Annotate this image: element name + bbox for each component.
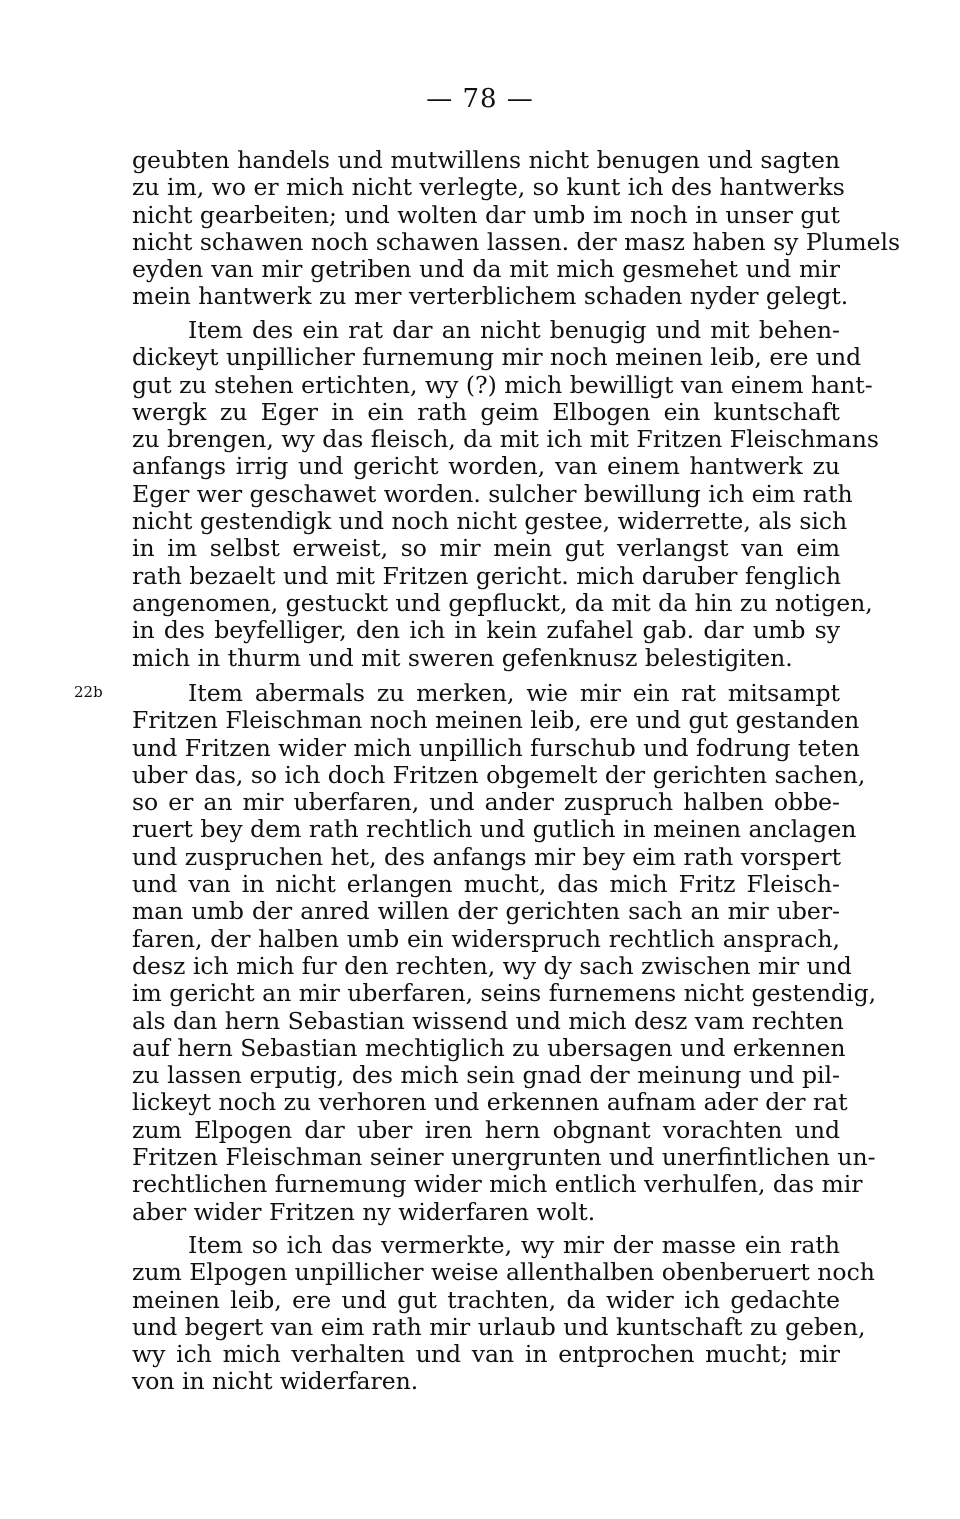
text-line: Fritzen Fleischman seiner unergrunten und unerfintlichen un- <box>132 1143 876 1172</box>
text-line: und Fritzen wider mich unpillich furschub und fodrung teten <box>132 733 860 762</box>
text-line: als dan hern Sebastian wissend und mich desz vam rechten <box>132 1006 844 1035</box>
text-line: Item des ein rat dar an nicht benugig und mit behen- <box>188 316 840 344</box>
text-line: ruert bey dem rath rechtlich und gutlich in meinen anclagen <box>132 815 857 844</box>
text-line: Eger wer geschawet worden. sulcher bewillung ich eim rath <box>132 479 853 508</box>
text-line: zu lassen erputig, des mich sein gnad der meinung und pil- <box>132 1061 840 1090</box>
text-line: mein hantwerk zu mer verterblichem schaden nyder gelegt. <box>132 282 849 311</box>
text-line: dickeyt unpillicher furnemung mir noch meinen leib, ere und <box>132 343 862 372</box>
text-line: angenomen, gestuckt und gepfluckt, da mit da hin zu notigen, <box>132 588 873 617</box>
text-line: gut zu stehen ertichten, wy (?) mich bewilligt van einem hant- <box>132 370 873 399</box>
text-line: uber das, so ich doch Fritzen obgemelt der gerichten sachen, <box>132 760 866 789</box>
text-line: desz ich mich fur den rechten, wy dy sach zwischen mir und <box>132 951 852 980</box>
text-line: Item so ich das vermerkte, wy mir der masse ein rath <box>188 1231 840 1259</box>
paragraph-2 <box>132 316 879 672</box>
text-line: zum Elpogen dar uber iren hern obgnant vorachten und <box>132 1115 840 1144</box>
paragraph-1 <box>132 146 901 311</box>
text-line: zu im, wo er mich nicht verlegte, so kunt ich des hantwerks <box>132 173 845 202</box>
text-line: geubten handels und mutwillens nicht benugen und sagten <box>132 146 840 174</box>
text-line: lickeyt noch zu verhoren und erkennen aufnam ader der rat <box>132 1088 848 1117</box>
margin-folio-note: 22b <box>74 683 103 701</box>
text-line: Item abermals zu merken, wie mir ein rat mitsampt <box>188 679 840 707</box>
text-line: faren, der halben umb ein widerspruch rechtlich ansprach, <box>132 924 840 953</box>
text-line: zum Elpogen unpillicher weise allenthalben obenberuert noch <box>132 1258 875 1287</box>
text-line: nicht schawen noch schawen lassen. der masz haben sy Plumels <box>132 227 901 256</box>
text-line: aber wider Fritzen ny widerfaren wolt. <box>132 1197 596 1226</box>
text-line: so er an mir uberfaren, und ander zuspruch halben obbe- <box>132 788 840 817</box>
page-number: — 78 — <box>426 84 534 114</box>
text-line: und van in nicht erlangen mucht, das mich Fritz Fleisch- <box>132 870 840 899</box>
text-line: Fritzen Fleischman noch meinen leib, ere und gut gestanden <box>132 706 860 735</box>
text-line: und zuspruchen het, des anfangs mir bey eim rath vorspert <box>132 842 842 871</box>
text-line: von in nicht widerfaren. <box>132 1367 419 1396</box>
text-line: in im selbst erweist, so mir mein gut verlangst van eim <box>132 534 840 563</box>
text-line: anfangs irrig und gericht worden, van einem hantwerk zu <box>132 452 840 481</box>
text-line: wergk zu Eger in ein rath geim Elbogen ein kuntschaft <box>132 397 840 426</box>
text-line: in des beyfelliger, den ich in kein zufahel gab. dar umb sy <box>132 616 840 645</box>
text-line: im gericht an mir uberfaren, seins furnemens nicht gestendig, <box>132 979 877 1008</box>
text-line: zu brengen, wy das fleisch, da mit ich mit Fritzen Fleischmans <box>132 425 879 454</box>
text-line: und begert van eim rath mir urlaub und kuntschaft zu geben, <box>132 1312 866 1341</box>
text-line: wy ich mich verhalten und van in entprochen mucht; mir <box>132 1340 840 1369</box>
text-line: meinen leib, ere und gut trachten, da wider ich gedachte <box>132 1285 840 1314</box>
text-line: man umb der anred willen der gerichten sach an mir uber- <box>132 897 840 926</box>
paragraph-4 <box>132 1231 875 1396</box>
text-line: eyden van mir getriben und da mit mich gesmehet und mir <box>132 255 840 284</box>
text-line: nicht gestendigk und noch nicht gestee, widerrette, als sich <box>132 507 848 536</box>
text-line: rath bezaelt und mit Fritzen gericht. mich daruber fenglich <box>132 561 841 590</box>
text-line: rechtlichen furnemung wider mich entlich verhulfen, das mir <box>132 1170 863 1199</box>
paragraph-3 <box>132 679 877 1226</box>
text-line: auf hern Sebastian mechtiglich zu ubersagen und erkennen <box>132 1033 846 1062</box>
text-line: nicht gearbeiten; und wolten dar umb im noch in unser gut <box>132 200 840 229</box>
text-line: mich in thurm und mit sweren gefenknusz belestigiten. <box>132 643 793 672</box>
